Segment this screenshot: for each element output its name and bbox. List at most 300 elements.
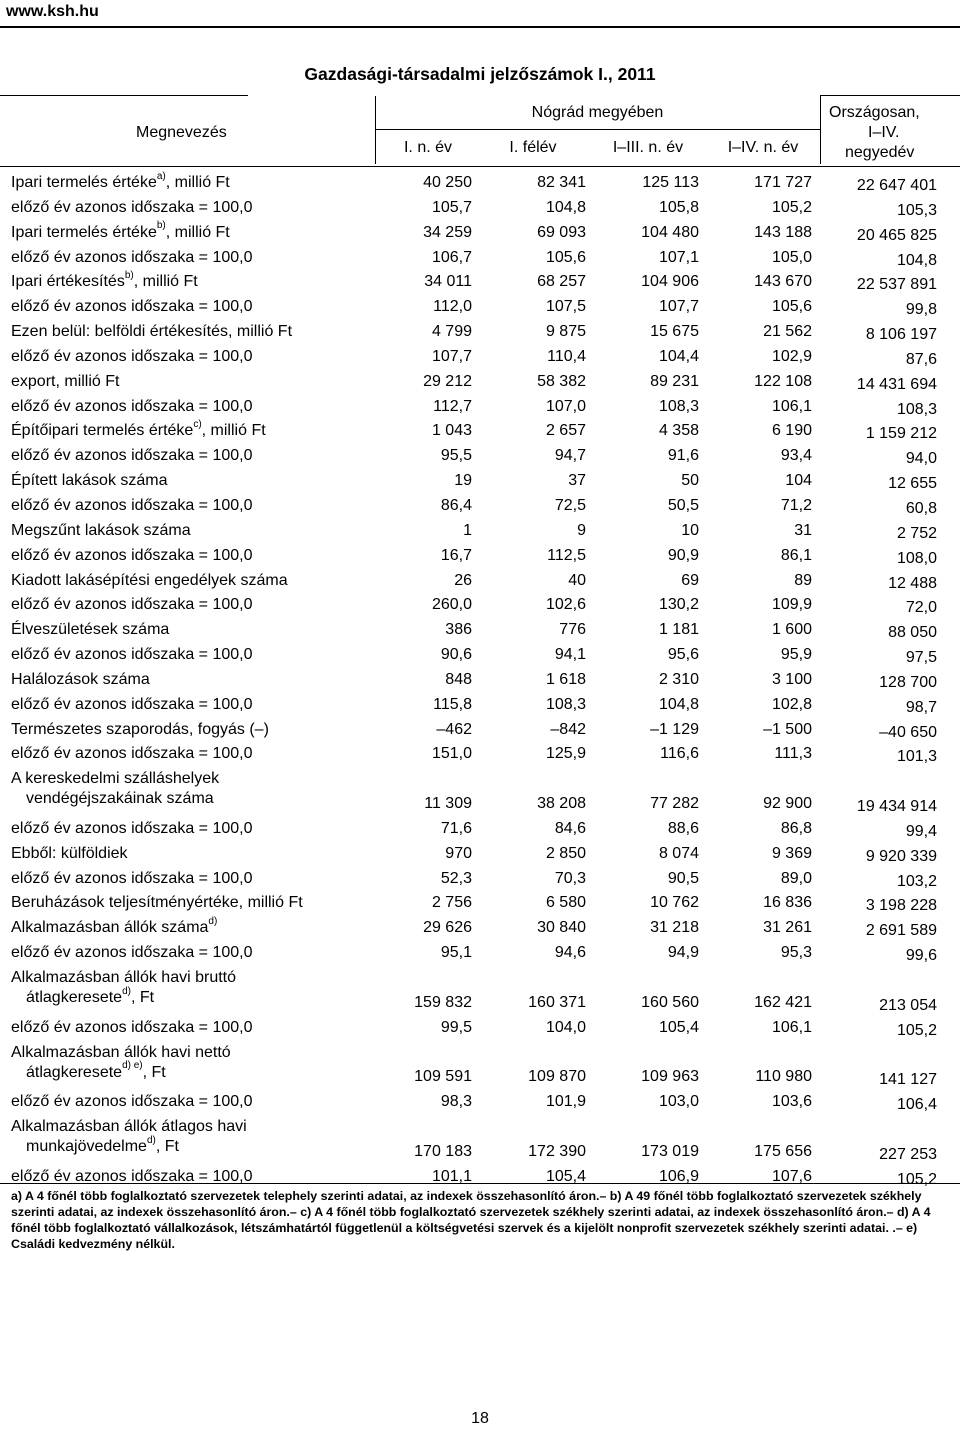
table-row xyxy=(0,220,960,245)
cell-value: 10 xyxy=(681,521,699,539)
cell-value: 89 xyxy=(794,571,812,589)
cell-value: 95,5 xyxy=(440,447,472,465)
table-row xyxy=(0,841,960,866)
row-label xyxy=(11,546,253,566)
cell-value: 173 019 xyxy=(641,1142,699,1160)
table-row xyxy=(0,642,960,667)
row-label-text: Megszűnt lakások száma xyxy=(11,521,191,539)
table-row xyxy=(0,568,960,593)
cell-value: 104 xyxy=(785,472,812,490)
table-row xyxy=(0,543,960,568)
cell-value: 160 560 xyxy=(641,993,699,1011)
cell-value: 22 537 891 xyxy=(856,276,937,294)
cell-value: 848 xyxy=(445,670,472,688)
cell-value: 109 870 xyxy=(528,1068,586,1086)
cell-value: 15 675 xyxy=(650,323,699,341)
row-label-text: előző év azonos időszaka = 100,0 xyxy=(11,1018,253,1036)
cell-value: 116,6 xyxy=(660,745,699,763)
footnote-marker: d) xyxy=(208,915,218,927)
row-label-text: Ezen belül: belföldi értékesítés, millió Ft xyxy=(11,323,293,341)
cell-value: 107,1 xyxy=(658,248,699,266)
cell-value: 16,7 xyxy=(440,546,472,564)
cell-value: 19 xyxy=(454,472,472,490)
row-label-text: előző év azonos időszaka = 100,0 xyxy=(11,695,253,713)
row-label-text: előző év azonos időszaka = 100,0 xyxy=(11,397,253,415)
cell-value: 16 836 xyxy=(763,894,812,912)
column-header-national-2: I–IV. xyxy=(868,124,900,141)
row-label xyxy=(11,1117,247,1157)
table-row xyxy=(0,667,960,692)
row-label xyxy=(11,869,253,889)
table-row xyxy=(0,592,960,617)
row-label-text: Épített lakások száma xyxy=(11,472,168,490)
cell-value: 71,2 xyxy=(780,496,812,514)
row-label-line2-text: munkajövedelme xyxy=(26,1138,147,1156)
row-label-text: Alkalmazásban állók havi nettó xyxy=(11,1043,231,1061)
cell-value: 29 626 xyxy=(423,919,472,937)
cell-value: 8 074 xyxy=(658,844,699,862)
cell-value: 115,8 xyxy=(433,695,472,713)
cell-value: 109 591 xyxy=(414,1068,472,1086)
cell-value: 125 113 xyxy=(642,174,699,191)
cell-value: 2 850 xyxy=(545,844,586,862)
cell-value: 103,6 xyxy=(771,1093,812,1111)
row-label-suffix: , millió Ft xyxy=(133,273,198,291)
cell-value: 109,9 xyxy=(771,596,812,614)
table-row xyxy=(0,170,960,195)
table-row xyxy=(0,518,960,543)
table-row xyxy=(0,940,960,965)
cell-value: 60,8 xyxy=(905,499,937,517)
row-label-suffix: , Ft xyxy=(130,989,155,1006)
cell-value: 107,0 xyxy=(545,397,586,415)
cell-value: 112,5 xyxy=(547,546,586,564)
cell-value: 143 670 xyxy=(754,273,812,291)
row-label-text: előző év azonos időszaka = 100,0 xyxy=(11,646,253,664)
row-label-text: Alkalmazásban állók átlagos havi xyxy=(11,1118,247,1136)
cell-value: 68 257 xyxy=(537,273,586,291)
cell-value: 102,6 xyxy=(545,596,586,614)
column-header-national-3: negyedév xyxy=(845,144,915,161)
cell-value: 125,9 xyxy=(545,745,586,763)
row-label-text: előző év azonos időszaka = 100,0 xyxy=(11,298,253,316)
cell-value: 112,0 xyxy=(433,298,472,316)
column-header-period-1: I. n. év xyxy=(403,139,453,156)
cell-value: 98,3 xyxy=(440,1093,472,1111)
cell-value: 9 xyxy=(577,521,586,539)
cell-value: 151,0 xyxy=(431,745,472,763)
cell-value: 86,8 xyxy=(780,819,812,837)
cell-value: 110,4 xyxy=(547,347,586,365)
row-label-line2-text: vendégéjszakáinak száma xyxy=(26,790,214,808)
cell-value: 105,3 xyxy=(896,201,937,219)
cell-value: 26 xyxy=(454,571,472,589)
cell-value: 162 421 xyxy=(754,993,812,1011)
cell-value: –842 xyxy=(550,720,586,738)
cell-value: 108,3 xyxy=(658,397,699,415)
row-label-text: export, millió Ft xyxy=(11,372,120,390)
cell-value: 104,8 xyxy=(896,251,937,269)
row-label-text: Alkalmazásban állók száma xyxy=(11,919,209,937)
cell-value: 40 250 xyxy=(423,174,472,191)
row-label-text: előző év azonos időszaka = 100,0 xyxy=(11,869,253,887)
row-label-text: előző év azonos időszaka = 100,0 xyxy=(11,546,253,564)
row-label-line2 xyxy=(11,1060,231,1083)
cell-value: 107,7 xyxy=(658,298,699,316)
cell-value: 31 xyxy=(794,521,812,539)
cell-value: 92 900 xyxy=(763,795,812,813)
table-row xyxy=(0,418,960,443)
cell-value: 12 488 xyxy=(888,574,937,592)
cell-value: 20 465 825 xyxy=(856,226,937,244)
table-row xyxy=(0,617,960,642)
table-row xyxy=(0,1040,960,1090)
table-row xyxy=(0,319,960,344)
table-row xyxy=(0,741,960,766)
cell-value: 101,3 xyxy=(896,748,937,766)
table-top-rule-right xyxy=(820,95,960,96)
table-row xyxy=(0,294,960,319)
cell-value: 105,0 xyxy=(771,248,812,266)
cell-value: 34 259 xyxy=(423,223,472,241)
row-label-suffix: , millió Ft xyxy=(165,223,230,241)
cell-value: 94,1 xyxy=(554,646,586,664)
table-row xyxy=(0,468,960,493)
row-label-suffix: , millió Ft xyxy=(165,174,230,191)
cell-value: 29 212 xyxy=(423,372,472,390)
table-row xyxy=(0,394,960,419)
cell-value: 90,5 xyxy=(667,869,699,887)
column-header-label: Megnevezés xyxy=(136,124,227,141)
row-label xyxy=(11,347,253,367)
row-label-text: Kiadott lakásépítési engedélyek száma xyxy=(11,571,288,589)
cell-value: 21 562 xyxy=(763,323,812,341)
table-row xyxy=(0,965,960,1015)
cell-value: 34 011 xyxy=(424,273,472,291)
cell-value: 14 431 694 xyxy=(856,375,937,393)
footnote-marker: a) xyxy=(156,170,166,182)
row-label xyxy=(11,446,253,466)
cell-value: 106,9 xyxy=(658,1167,699,1185)
cell-value: 171 727 xyxy=(754,174,812,191)
cell-value: 260,0 xyxy=(431,596,472,614)
table-row xyxy=(0,692,960,717)
cell-value: 72,5 xyxy=(554,496,586,514)
cell-value: 10 762 xyxy=(650,894,699,912)
cell-value: 12 655 xyxy=(888,475,937,493)
cell-value: 95,1 xyxy=(440,944,472,962)
row-label-line2-text: átlagkeresete xyxy=(26,989,123,1006)
site-url[interactable]: www.ksh.hu xyxy=(6,3,99,20)
cell-value: 40 xyxy=(568,571,586,589)
row-label xyxy=(11,968,236,1008)
cell-value: 95,3 xyxy=(780,944,812,962)
cell-value: 776 xyxy=(559,621,586,639)
row-label-line2-text: átlagkeresete xyxy=(26,1063,123,1081)
cell-value: 102,8 xyxy=(771,695,812,713)
footnote-marker: d) xyxy=(122,985,131,997)
row-label-text: előző év azonos időszaka = 100,0 xyxy=(11,347,253,365)
cell-value: 104 906 xyxy=(641,273,699,291)
row-label-text: előző év azonos időszaka = 100,0 xyxy=(11,596,253,614)
row-label-suffix: , Ft xyxy=(155,1138,179,1156)
cell-value: 104,0 xyxy=(545,1018,586,1036)
cell-value: 99,8 xyxy=(905,301,937,319)
cell-value: 101,1 xyxy=(431,1167,472,1185)
cell-value: 9 920 339 xyxy=(865,847,937,865)
cell-value: 52,3 xyxy=(440,869,472,887)
row-label-text: előző év azonos időszaka = 100,0 xyxy=(11,1167,253,1185)
cell-value: 89 231 xyxy=(650,372,699,390)
row-label-text: Építőipari termelés értéke xyxy=(11,422,194,440)
cell-value: 2 657 xyxy=(545,422,586,440)
cell-value: 31 218 xyxy=(650,919,699,937)
cell-value: 94,7 xyxy=(554,447,586,465)
table-row xyxy=(0,344,960,369)
cell-value: 93,4 xyxy=(780,447,812,465)
table-row xyxy=(0,1164,960,1189)
row-label-suffix: , Ft xyxy=(142,1063,166,1081)
cell-value: 105,6 xyxy=(771,298,812,316)
table-row xyxy=(0,493,960,518)
cell-value: 91,6 xyxy=(667,447,699,465)
cell-value: 1 181 xyxy=(658,621,699,639)
cell-value: 50,5 xyxy=(667,496,699,514)
cell-value: 141 127 xyxy=(879,1071,937,1089)
cell-value: 110 980 xyxy=(755,1068,812,1086)
row-label xyxy=(11,421,266,441)
cell-value: –462 xyxy=(436,720,472,738)
row-label-text: előző év azonos időszaka = 100,0 xyxy=(11,819,253,837)
row-label xyxy=(11,322,292,342)
row-label-text: előző év azonos időszaka = 100,0 xyxy=(11,745,253,763)
cell-value: 213 054 xyxy=(879,996,937,1014)
cell-value: 99,4 xyxy=(905,822,937,840)
cell-value: 30 840 xyxy=(537,919,586,937)
row-label-text: Élveszületések száma xyxy=(11,621,170,639)
cell-value: 122 108 xyxy=(754,372,812,390)
cell-value: 106,4 xyxy=(896,1096,937,1114)
row-label-text: Alkalmazásban állók havi bruttó xyxy=(11,969,237,986)
table-row xyxy=(0,245,960,270)
row-label xyxy=(11,595,253,615)
cell-value: 104,4 xyxy=(658,347,699,365)
row-label xyxy=(11,272,198,292)
footnote-marker: c) xyxy=(193,419,202,431)
row-label xyxy=(11,372,119,392)
cell-value: –1 129 xyxy=(650,720,699,738)
cell-value: 143 188 xyxy=(754,223,812,241)
cell-value: 86,1 xyxy=(780,546,812,564)
cell-value: 111,3 xyxy=(774,745,812,763)
cell-value: 105,8 xyxy=(658,198,699,216)
cell-value: 50 xyxy=(681,472,699,490)
row-label-text: Természetes szaporodás, fogyás (–) xyxy=(11,720,269,738)
cell-value: 97,5 xyxy=(905,649,937,667)
cell-value: 104 480 xyxy=(641,223,699,241)
cell-value: 103,0 xyxy=(658,1093,699,1111)
cell-value: 101,9 xyxy=(545,1093,586,1111)
cell-value: 98,7 xyxy=(905,698,937,716)
footnote-marker: d) e) xyxy=(122,1060,143,1072)
cell-value: 112,7 xyxy=(433,397,472,415)
cell-value: 82 341 xyxy=(537,174,586,191)
row-label-text: Ipari termelés értéke xyxy=(11,223,157,241)
table-row xyxy=(0,1114,960,1164)
cell-value: 2 310 xyxy=(658,670,699,688)
cell-value: 159 832 xyxy=(414,993,472,1011)
row-label xyxy=(11,695,253,715)
cell-value: 4 358 xyxy=(658,422,699,440)
page-number: 18 xyxy=(471,1410,489,1427)
header-bottom-rule xyxy=(0,166,960,167)
column-header-period-2: I. félév xyxy=(509,139,557,156)
cell-value: 69 093 xyxy=(537,223,586,241)
cell-value: 386 xyxy=(445,621,472,639)
table-row xyxy=(0,1089,960,1114)
row-label-text: Halálozások száma xyxy=(11,670,150,688)
footnotes: a) A 4 főnél több foglalkoztató szervezetek telephely szerinti adatai, az indexek összehasonlító áron.– b) A 49 főnél több foglalkoztató szervezetek székhely szerinti adatai, az indexek összehasonlító áron.– c) A 4 főnél több foglalkoztató szervezetek székhely szerinti adatai, az indexek összehasonlító áron.– d) A 4 főnél több foglalkoztató vállalkozások, létszámhatártól függetlenül a költségvetési szervek és a kijelölt nonprofit szervezetek székhely szerinti adatai. .– e) Családi kedvezmény nélkül. xyxy=(11,1189,931,1251)
row-label xyxy=(11,471,168,491)
cell-value: –1 500 xyxy=(763,720,812,738)
cell-value: 172 390 xyxy=(528,1142,586,1160)
cell-value: 1 618 xyxy=(545,670,586,688)
cell-value: 89,0 xyxy=(780,869,812,887)
cell-value: 1 043 xyxy=(431,422,472,440)
row-label xyxy=(11,744,253,764)
header-subrule xyxy=(375,129,820,130)
cell-value: 104,8 xyxy=(545,198,586,216)
row-label-text: előző év azonos időszaka = 100,0 xyxy=(11,944,253,962)
footnote-marker: b) xyxy=(124,270,134,282)
cell-value: 128 700 xyxy=(879,673,937,691)
table-row xyxy=(0,369,960,394)
row-label-text: előző év azonos időszaka = 100,0 xyxy=(11,496,253,514)
cell-value: 9 875 xyxy=(545,323,586,341)
table-row xyxy=(0,717,960,742)
row-label xyxy=(11,1092,253,1112)
table-row xyxy=(0,195,960,220)
row-label xyxy=(11,943,253,963)
row-label-text: A kereskedelmi szálláshelyek xyxy=(11,770,220,788)
cell-value: 86,4 xyxy=(440,496,472,514)
cell-value: 84,6 xyxy=(554,819,586,837)
cell-value: 58 382 xyxy=(537,372,586,390)
column-header-period-4: I–IV. n. év xyxy=(727,139,799,156)
cell-value: 94,9 xyxy=(667,944,699,962)
cell-value: 175 656 xyxy=(754,1142,812,1160)
cell-value: –40 650 xyxy=(879,723,937,741)
cell-value: 106,1 xyxy=(771,1018,812,1036)
cell-value: 38 208 xyxy=(537,795,586,813)
cell-value: 1 xyxy=(463,521,472,539)
cell-value: 4 799 xyxy=(431,323,472,341)
cell-value: 94,6 xyxy=(554,944,586,962)
row-label-text: előző év azonos időszaka = 100,0 xyxy=(11,198,253,216)
cell-value: 2 752 xyxy=(896,524,937,542)
cell-value: 105,2 xyxy=(771,198,812,216)
cell-value: 77 282 xyxy=(650,795,699,813)
cell-value: 3 100 xyxy=(771,670,812,688)
row-label xyxy=(11,220,230,243)
cell-value: 90,6 xyxy=(440,646,472,664)
cell-value: 106,1 xyxy=(771,397,812,415)
cell-value: 105,7 xyxy=(431,198,472,216)
cell-value: 22 647 401 xyxy=(856,177,937,194)
cell-value: 2 756 xyxy=(431,894,472,912)
row-label xyxy=(11,645,253,665)
column-header-region: Nógrád megyében xyxy=(531,104,664,121)
cell-value: 227 253 xyxy=(879,1145,937,1163)
cell-value: 99,5 xyxy=(440,1018,472,1036)
cell-value: 107,7 xyxy=(431,347,472,365)
table-row xyxy=(0,766,960,816)
table-row xyxy=(0,816,960,841)
row-label-text: előző év azonos időszaka = 100,0 xyxy=(11,1093,253,1111)
footnote-marker: d) xyxy=(146,1134,156,1146)
cell-value: 108,0 xyxy=(896,549,937,567)
cell-value: 105,6 xyxy=(545,248,586,266)
row-label xyxy=(11,620,169,640)
row-label xyxy=(11,397,253,417)
row-label xyxy=(11,844,128,864)
cell-value: 102,9 xyxy=(771,347,812,365)
cell-value: 130,2 xyxy=(658,596,699,614)
row-label-line2 xyxy=(11,789,219,809)
cell-value: 99,6 xyxy=(905,947,937,965)
cell-value: 6 580 xyxy=(545,894,586,912)
cell-value: 108,3 xyxy=(545,695,586,713)
row-label xyxy=(11,297,253,317)
row-label xyxy=(11,819,253,839)
column-header-period-3: I–III. n. év xyxy=(612,139,684,156)
cell-value: 95,9 xyxy=(780,646,812,664)
footnote-marker: b) xyxy=(156,220,166,232)
row-label-line2 xyxy=(11,985,236,1008)
row-label xyxy=(11,769,219,809)
row-label-text: Ebből: külföldiek xyxy=(11,844,128,862)
cell-value: 105,2 xyxy=(896,1021,937,1039)
row-label xyxy=(11,1043,231,1083)
cell-value: 2 691 589 xyxy=(865,922,937,940)
cell-value: 3 198 228 xyxy=(865,897,937,915)
cell-value: 37 xyxy=(568,472,586,490)
cell-value: 970 xyxy=(445,844,472,862)
row-label xyxy=(11,198,253,218)
cell-value: 88,6 xyxy=(667,819,699,837)
cell-value: 88 050 xyxy=(888,624,937,642)
row-label xyxy=(11,915,218,938)
cell-value: 71,6 xyxy=(440,819,472,837)
header-divider-vertical-right xyxy=(820,96,821,164)
row-label xyxy=(11,670,150,690)
cell-value: 6 190 xyxy=(771,422,812,440)
table-row xyxy=(0,890,960,915)
row-label-text: Beruházások teljesítményértéke, millió Ft xyxy=(11,894,303,912)
row-label xyxy=(11,571,288,591)
cell-value: 94,0 xyxy=(905,450,937,468)
row-label xyxy=(11,248,253,268)
cell-value: 11 309 xyxy=(424,795,472,813)
row-label-line2 xyxy=(11,1134,247,1157)
cell-value: 107,5 xyxy=(545,298,586,316)
row-label xyxy=(11,496,253,516)
row-label-text: előző év azonos időszaka = 100,0 xyxy=(11,248,253,266)
row-label-text: Ipari értékesítés xyxy=(11,273,125,291)
cell-value: 1 159 212 xyxy=(865,425,937,443)
cell-value: 72,0 xyxy=(905,599,937,617)
cell-value: 170 183 xyxy=(414,1142,472,1160)
